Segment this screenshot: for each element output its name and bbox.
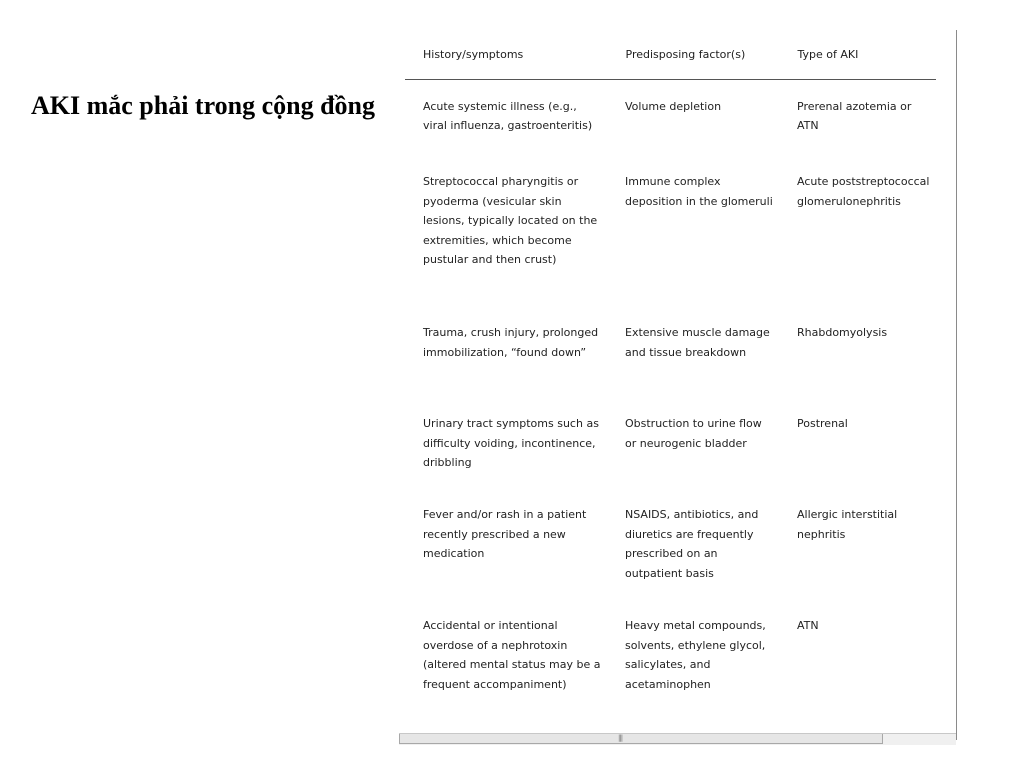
- aki-type-cell: Allergic interstitial nephritis: [797, 508, 898, 541]
- aki-type-cell: Postrenal: [797, 417, 848, 430]
- history-cell: Fever and/or rash in a patient recently prescribed a new medication: [423, 508, 587, 560]
- predisposing-cell: Immune complex deposition in the glomeruli: [625, 175, 773, 208]
- horizontal-scrollbar[interactable]: [399, 733, 956, 745]
- aki-table: [405, 30, 936, 726]
- slide-title: AKI mắc phải trong cộng đồng: [30, 91, 376, 120]
- header-type-of-aki: Type of AKI: [779, 30, 936, 79]
- table-row: [405, 616, 936, 726]
- history-cell: Urinary tract symptoms such as difficulty voiding, incontinence, dribbling: [423, 417, 599, 469]
- header-history-symptoms: History/symptoms: [405, 30, 607, 79]
- table-row: [405, 414, 936, 505]
- predisposing-cell: Extensive muscle damage and tissue breakdown: [625, 326, 770, 359]
- aki-type-cell: Rhabdomyolysis: [797, 326, 888, 339]
- table-row: [405, 505, 936, 616]
- header-predisposing-factors: Predisposing factor(s): [607, 30, 779, 79]
- history-cell: Streptococcal pharyngitis or pyoderma (vesicular skin lesions, typically located on the extremities, which become pustular and then crust): [423, 175, 598, 266]
- aki-type-cell: Acute poststreptococcal glomerulonephritis: [797, 175, 930, 208]
- predisposing-cell: Obstruction to urine flow or neurogenic bladder: [625, 417, 762, 450]
- table-header-row: [405, 30, 936, 79]
- predisposing-cell: Volume depletion: [625, 99, 722, 113]
- history-cell: Accidental or intentional overdose of a nephrotoxin (altered mental status may be a frequent accompaniment): [423, 619, 601, 691]
- table-row: [405, 79, 936, 172]
- aki-table-panel: [400, 30, 957, 740]
- predisposing-cell: Heavy metal compounds, solvents, ethylene glycol, salicylates, and acetaminophen: [625, 619, 766, 691]
- history-cell: Acute systemic illness (e.g., viral influenza, gastroenteritis): [423, 99, 593, 132]
- history-cell: Trauma, crush injury, prolonged immobilization, “found down”: [423, 326, 599, 359]
- predisposing-cell: NSAIDS, antibiotics, and diuretics are frequently prescribed on an outpatient basis: [625, 508, 759, 580]
- scrollbar-thumb[interactable]: [399, 734, 883, 744]
- table-row: [405, 323, 936, 414]
- grip-icon: |||: [618, 734, 623, 742]
- table-row: [405, 172, 936, 323]
- aki-type-cell: Prerenal azotemia or ATN: [797, 99, 912, 132]
- aki-type-cell: ATN: [797, 619, 819, 632]
